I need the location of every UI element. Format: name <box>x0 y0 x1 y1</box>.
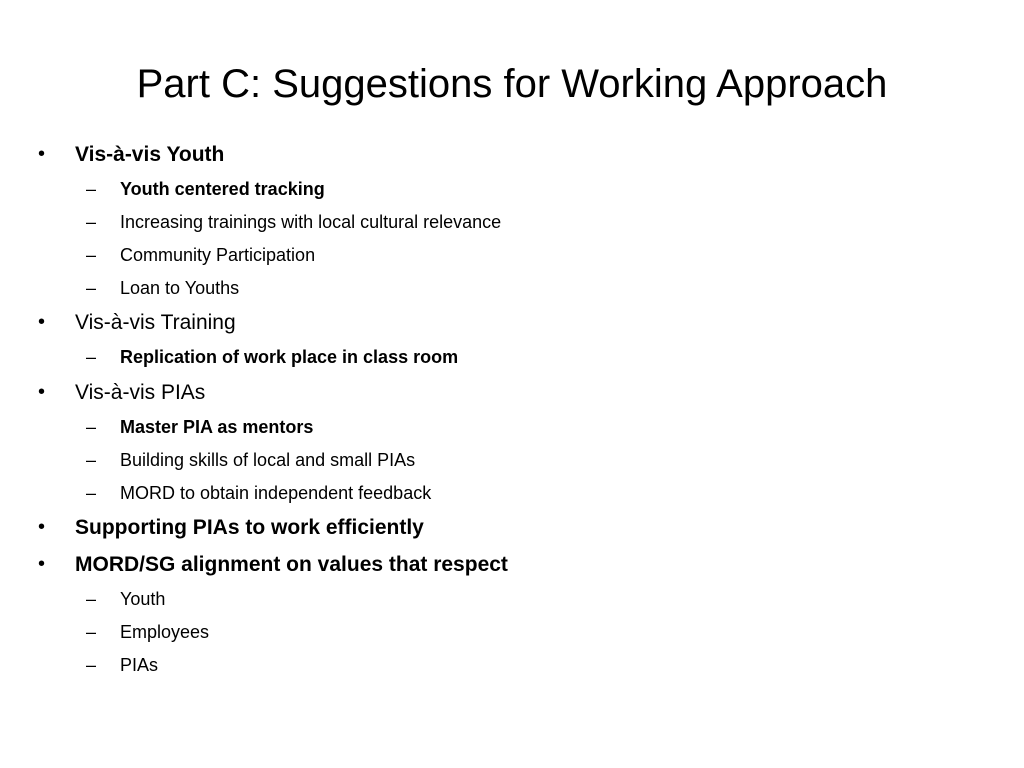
sub-bullet-text: Youth centered tracking <box>120 179 325 199</box>
bullet-text: Vis-à-vis PIAs <box>75 381 206 404</box>
sub-bullet-text: Master PIA as mentors <box>120 417 314 437</box>
slide-title: Part C: Suggestions for Working Approach <box>136 62 888 106</box>
dash-marker: – <box>86 417 97 437</box>
dash-marker: – <box>86 212 97 232</box>
bullet-text: Vis-à-vis Training <box>75 311 236 334</box>
bullet-marker: • <box>38 311 46 333</box>
sub-bullet-text: Loan to Youths <box>120 278 240 298</box>
dash-marker: – <box>86 483 97 503</box>
bullet-marker: • <box>38 553 46 575</box>
bullet-marker: • <box>38 143 46 165</box>
bullet-marker: • <box>38 381 46 403</box>
dash-marker: – <box>86 278 97 298</box>
bullet-text: Vis-à-vis Youth <box>75 143 225 166</box>
sub-bullet-text: Increasing trainings with local cultural relevance <box>120 212 502 232</box>
sub-bullet-text: MORD to obtain independent feedback <box>120 483 432 503</box>
dash-marker: – <box>86 622 97 642</box>
sub-bullet-text: Youth <box>120 589 166 609</box>
bullet-marker: • <box>38 516 46 538</box>
sub-bullet-text: Community Participation <box>120 245 316 265</box>
sub-bullet-text: Employees <box>120 622 210 642</box>
dash-marker: – <box>86 347 97 367</box>
dash-marker: – <box>86 589 97 609</box>
bullet-text: MORD/SG alignment on values that respect <box>75 553 508 576</box>
dash-marker: – <box>86 655 97 675</box>
dash-marker: – <box>86 450 97 470</box>
sub-bullet-text: Building skills of local and small PIAs <box>120 450 416 470</box>
dash-marker: – <box>86 245 97 265</box>
bullet-text: Supporting PIAs to work efficiently <box>75 516 424 539</box>
sub-bullet-text: Replication of work place in class room <box>120 347 459 367</box>
dash-marker: – <box>86 179 97 199</box>
sub-bullet-text: PIAs <box>120 655 159 675</box>
